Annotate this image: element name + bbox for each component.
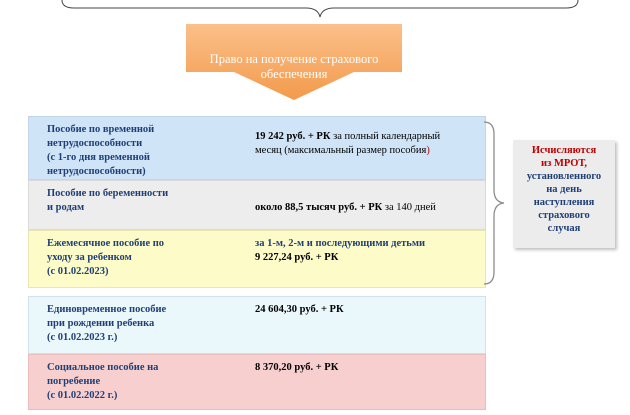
header-title: Право на получение страхового обеспечения — [209, 52, 379, 81]
benefit-name: Пособие по беременности и родам — [47, 188, 169, 213]
header-arrow — [186, 24, 402, 100]
benefit-name: Единовременное пособие при рождении ребенка (с 01.02.2023 г.) — [47, 304, 167, 343]
benefit-amount: около 88,5 тысяч руб. + РК за 140 дней — [255, 202, 436, 213]
top-brace — [60, 0, 580, 18]
benefit-name: Пособие по временной нетрудоспособности (с 1-го дня временной нетрудоспособности) — [47, 124, 155, 177]
benefit-amount: за 1-м, 2-м и последующими детьми 9 227,24 руб. + РК — [255, 238, 426, 263]
benefit-row-temporary-disability — [28, 116, 486, 180]
benefit-amount: 24 604,30 руб. + РК — [255, 304, 344, 315]
benefit-amount: 8 370,20 руб. + РК — [255, 362, 339, 373]
benefit-amount: 19 242 руб. + РК за полный календарный месяц (максимальный размер пособия) — [255, 131, 441, 156]
benefit-name: Ежемесячное пособие по уходу за ребенком (с 01.02.2023) — [47, 238, 165, 277]
benefit-row-burial — [28, 354, 486, 410]
right-bracket — [484, 120, 506, 286]
benefit-row-maternity — [28, 180, 486, 230]
benefit-name: Социальное пособие на погребение (с 01.02.2022 г.) — [47, 362, 159, 401]
benefit-row-monthly-childcare — [28, 230, 486, 288]
benefit-row-birth-lump-sum — [28, 296, 486, 354]
side-note: Исчисляются из МРОТ, установленного на день наступления страхового случая — [513, 140, 615, 248]
